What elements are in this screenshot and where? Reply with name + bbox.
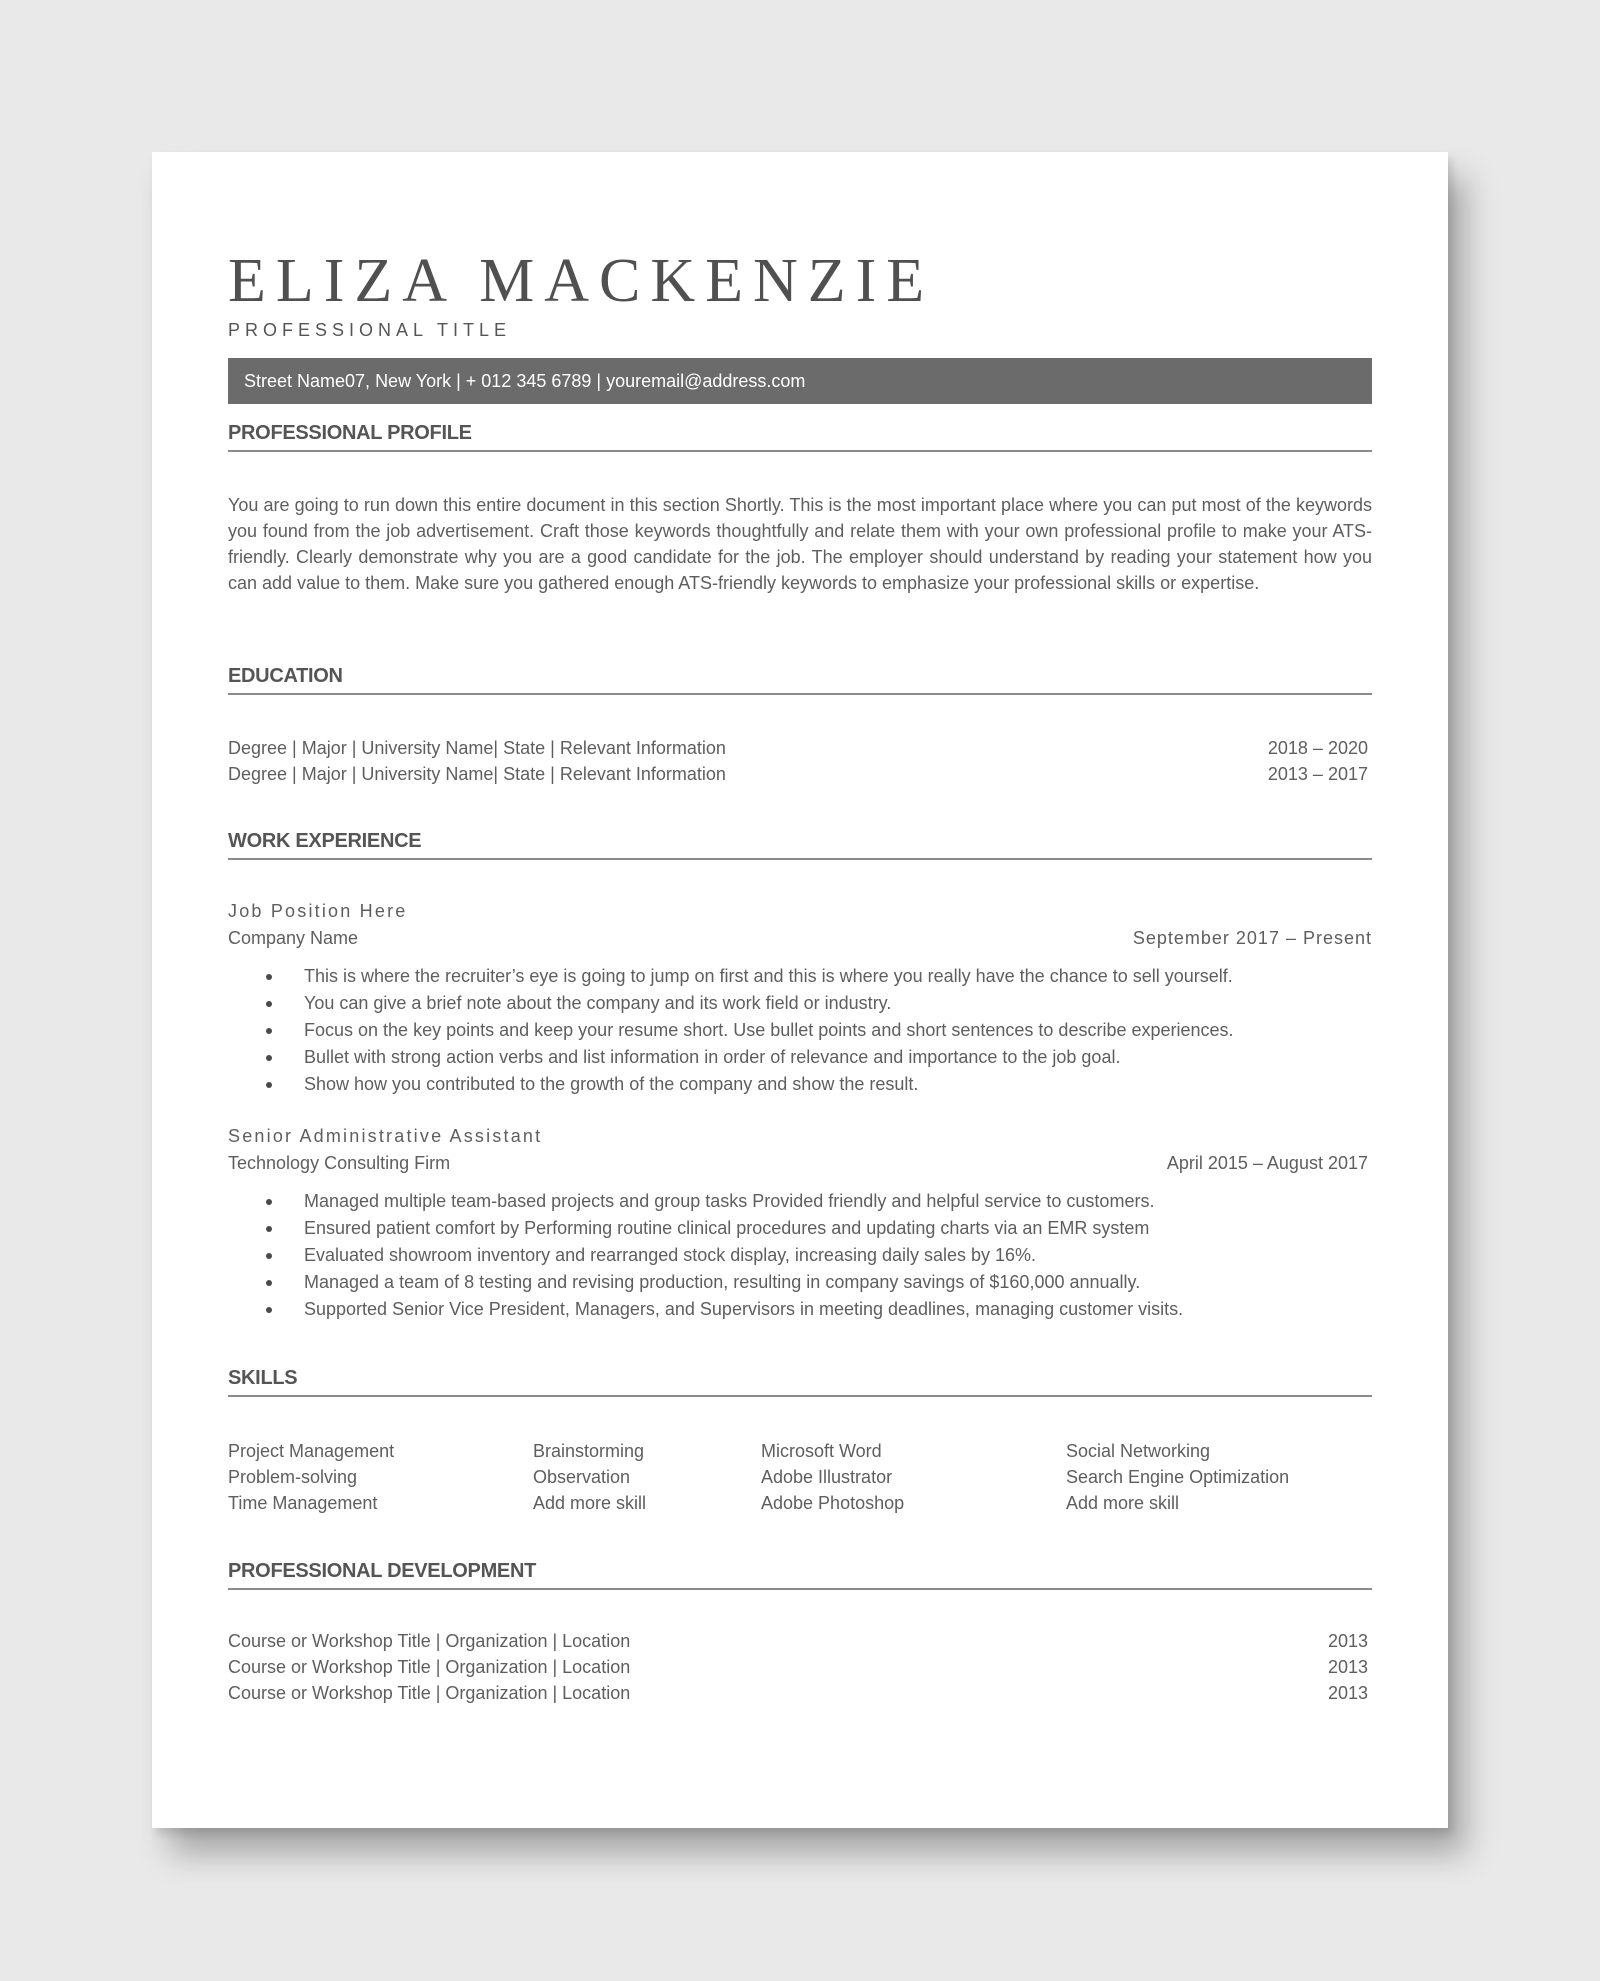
education-years: 2013 – 2017 [1267,764,1368,784]
development-entry [228,1654,1372,1680]
skill-item: Project Management [228,1441,395,1461]
development-year: 2013 [1327,1657,1368,1677]
bullet-dot [266,974,272,980]
development-year: 2013 [1327,1631,1368,1651]
list-item: You can give a brief note about the company and its work field or industry. [228,990,1372,1017]
list-item: Show how you contributed to the growth of the company and show the result. [228,1071,1372,1098]
list-item: Supported Senior Vice President, Managers, and Supervisors in meeting deadlines, managing customer visits. [228,1296,1372,1323]
job-bullet-list [228,963,1372,1098]
bullet-dot [266,1082,272,1088]
bullet-dot [266,1253,272,1259]
job-company: Company Name [228,928,359,948]
bullet-dot [266,1226,272,1232]
job-dates: September 2017 – Present [1132,928,1372,948]
skill-item: Search Engine Optimization [1066,1467,1290,1487]
education-details: Degree | Major | University Name| State | Relevant Information [228,738,726,758]
skill-item: Problem-solving [228,1467,358,1487]
skill-item: Add more skill [533,1493,647,1513]
development-entry [228,1628,1372,1654]
list-item: Managed a team of 8 testing and revising production, resulting in company savings of $160,000 annually. [228,1269,1372,1296]
job-company: Technology Consulting Firm [228,1153,451,1173]
list-item: Evaluated showroom inventory and rearranged stock display, increasing daily sales by 16%. [228,1242,1372,1269]
education-entry [228,735,1372,761]
skills-column [761,1438,904,1516]
bullet-dot [266,1280,272,1286]
job-bullet-list [228,1188,1372,1323]
skills-column [1066,1438,1289,1516]
education-years: 2018 – 2020 [1267,738,1368,758]
bullet-dot [266,1001,272,1007]
professional-title: PROFESSIONAL TITLE [228,320,512,340]
job-company-row [228,1150,1372,1176]
list-item: Bullet with strong action verbs and list information in order of relevance and importance to the job goal. [228,1044,1372,1071]
section-heading-profile: PROFESSIONAL PROFILE [228,422,1372,452]
job-position: Senior Administrative Assistant [228,1126,543,1146]
section-heading-development: PROFESSIONAL DEVELOPMENT [228,1560,1372,1590]
profile-summary: You are going to run down this entire document in this section Shortly. This is the most important place where you can put most of the keywords you found from the job advertisement. Craft those keywords thoughtfully and relate them with your own professional profile to make your ATS-friendly. Clearly demonstrate why you are a good candidate for the job. The employer should understand by reading your statement how you can add value to them. Make sure you gathered enough ATS-friendly keywords to emphasize your professional skills or expertise. [228,495,1372,593]
section-heading-skills: SKILLS [228,1367,1372,1397]
development-details: Course or Workshop Title | Organization | Location [228,1683,631,1703]
bullet-dot [266,1055,272,1061]
skill-item: Microsoft Word [761,1441,882,1461]
development-details: Course or Workshop Title | Organization | Location [228,1631,631,1651]
skill-item: Adobe Photoshop [761,1493,905,1513]
list-item: Managed multiple team-based projects and group tasks Provided friendly and helpful service to customers. [228,1188,1372,1215]
job-company-row [228,925,1372,951]
bullet-dot [266,1307,272,1313]
skill-item: Social Networking [1066,1441,1211,1461]
skill-item: Brainstorming [533,1441,645,1461]
development-entry [228,1680,1372,1706]
skills-column [228,1438,394,1516]
development-year: 2013 [1327,1683,1368,1703]
resume-page [152,152,1448,1828]
skills-column [533,1438,646,1516]
section-heading-work: WORK EXPERIENCE [228,830,1372,860]
skill-item: Observation [533,1467,631,1487]
development-details: Course or Workshop Title | Organization | Location [228,1657,631,1677]
education-details: Degree | Major | University Name| State | Relevant Information [228,764,726,784]
job-dates: April 2015 – August 2017 [1166,1153,1368,1173]
skill-item: Adobe Illustrator [761,1467,893,1487]
education-entry [228,761,1372,787]
bullet-dot [266,1028,272,1034]
applicant-name: ELIZA MACKENZIE [228,247,935,315]
list-item: This is where the recruiter’s eye is going to jump on first and this is where you really have the chance to sell yourself. [228,963,1372,990]
list-item: Focus on the key points and keep your resume short. Use bullet points and short sentences to describe experiences. [228,1017,1372,1044]
contact-bar: Street Name07, New York | + 012 345 6789 | youremail@address.com [228,358,1372,404]
section-heading-education: EDUCATION [228,665,1372,695]
bullet-dot [266,1199,272,1205]
list-item: Ensured patient comfort by Performing routine clinical procedures and updating charts via an EMR system [228,1215,1372,1242]
skill-item: Add more skill [1066,1493,1180,1513]
skill-item: Time Management [228,1493,378,1513]
job-position: Job Position Here [228,901,408,921]
